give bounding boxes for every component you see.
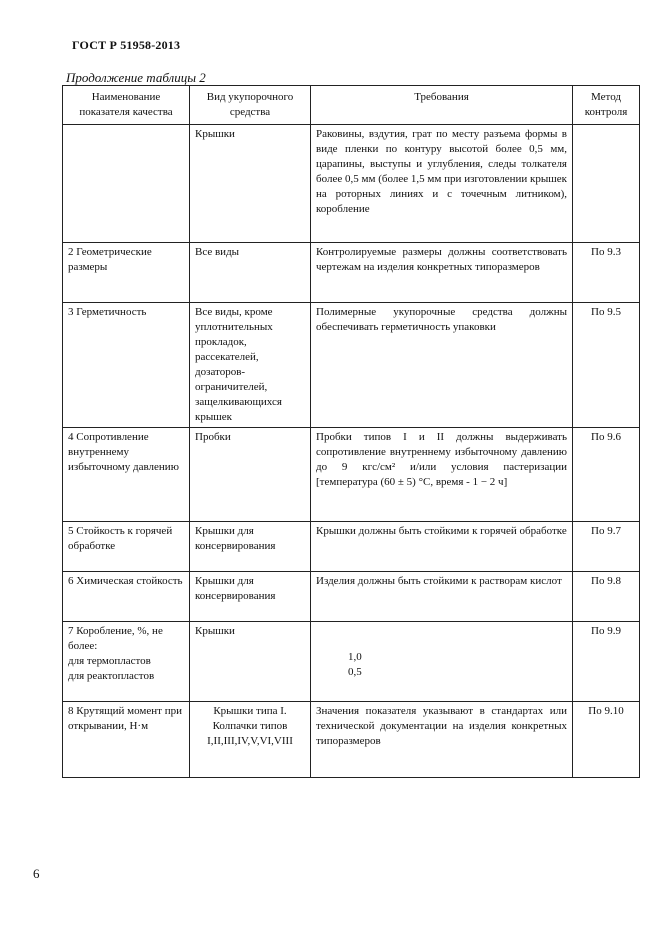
value-thermosets: 0,5	[348, 666, 362, 678]
row-name: 6 Химическая стойкость	[63, 572, 190, 622]
row-requirement	[311, 622, 573, 702]
table-row	[63, 572, 640, 622]
row-name	[63, 622, 190, 702]
row-name: 3 Герметичность	[63, 303, 190, 428]
row-method: По 9.7	[573, 522, 640, 572]
row-requirement: Пробки типов I и II должны выдерживать сопротивление внутреннему избыточному давлению до 9 кгс/см² и/или условия пастеризации [температура (60 ± 5) °С, время - 1 − 2 ч]	[311, 428, 573, 522]
table-row	[63, 125, 640, 243]
row-requirement: Значения показателя указывают в стандартах или технической документации на изделия конкретных типоразмеров	[311, 702, 573, 778]
row-method: По 9.6	[573, 428, 640, 522]
row-name: 4 Сопротивление внутреннему избыточному давлению	[63, 428, 190, 522]
column-header-type: Вид укупорочного средства	[190, 86, 311, 125]
document-header: ГОСТ Р 51958-2013	[72, 38, 181, 52]
column-header-method: Метод контроля	[573, 86, 640, 125]
value-thermoplastics: 1,0	[348, 651, 362, 663]
row-type-line: Колпачки типов	[212, 720, 288, 732]
row-method: По 9.8	[573, 572, 640, 622]
column-header-name: Наименование показателя качества	[63, 86, 190, 125]
row-type: Все виды	[190, 243, 311, 303]
row-requirement: Крышки должны быть стойкими к горячей обработке	[311, 522, 573, 572]
row-requirement: Полимерные укупорочные средства должны обеспечивать герметичность упаковки	[311, 303, 573, 428]
table-row	[63, 522, 640, 572]
row-method: По 9.10	[573, 702, 640, 778]
row-type-line: I,II,III,IV,V,VI,VIII	[207, 735, 293, 747]
row-requirement: Контролируемые размеры должны соответствовать чертежам на изделия конкретных типоразмеров	[311, 243, 573, 303]
row-name-sub-thermosets: для реактопластов	[68, 670, 155, 682]
row-type: Пробки	[190, 428, 311, 522]
row-method: По 9.3	[573, 243, 640, 303]
row-method	[573, 125, 640, 243]
table-caption: Продолжение таблицы 2	[66, 70, 206, 85]
row-name	[63, 125, 190, 243]
row-name: 5 Стойкость к горячей обработке	[63, 522, 190, 572]
table-row	[63, 702, 640, 778]
page-number: 6	[33, 866, 40, 881]
row-type: Крышки	[190, 125, 311, 243]
table-row	[63, 622, 640, 702]
row-type: Все виды, кроме уплотнительных прокладок, рассекателей, дозаторов-ограничителей, защелкивающихся крышек	[190, 303, 311, 428]
row-type: Крышки для консервирования	[190, 572, 311, 622]
row-type: Крышки	[190, 622, 311, 702]
row-type	[190, 702, 311, 778]
row-name: 8 Крутящий момент при открывании, Н·м	[63, 702, 190, 778]
requirements-table	[62, 85, 640, 778]
row-name: 2 Геометрические размеры	[63, 243, 190, 303]
table-row	[63, 428, 640, 522]
row-name-main: 7 Коробление, %, не более:	[68, 625, 163, 652]
row-requirement: Раковины, вздутия, грат по месту разъема формы в виде пленки по контуру высотой более 0,5 мм, царапины, выступы и углубления, следы толкателя более 0,5 мм (более 1,5 мм при изготовлении крышек на роторных линиях и с точечным литником), коробление	[311, 125, 573, 243]
row-requirement: Изделия должны быть стойкими к растворам кислот	[311, 572, 573, 622]
row-method: По 9.5	[573, 303, 640, 428]
table-row	[63, 243, 640, 303]
row-type-line: Крышки типа I.	[213, 705, 287, 717]
column-header-requirements: Требования	[311, 86, 573, 125]
row-method: По 9.9	[573, 622, 640, 702]
row-name-sub-thermoplastics: для термопластов	[68, 655, 151, 667]
table-header-row	[63, 86, 640, 125]
table-row	[63, 303, 640, 428]
row-type: Крышки для консервирования	[190, 522, 311, 572]
